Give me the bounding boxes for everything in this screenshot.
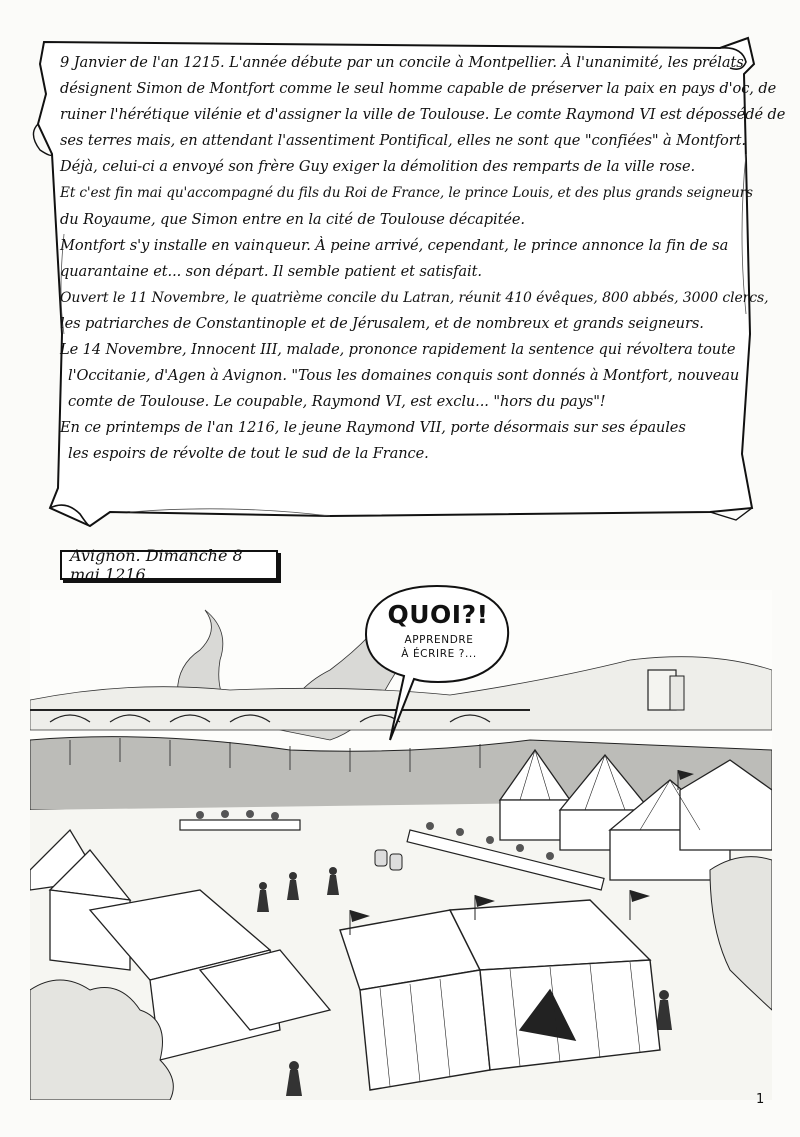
narration-line: l'Occitanie, d'Agen à Avignon. "Tous les domaines conquis sont donnés à Montfort, nouveau	[68, 367, 740, 385]
narration-line: Déjà, celui-ci a envoyé son frère Guy exiger la démolition des remparts de la ville rose.	[60, 158, 696, 176]
narration-line: comte de Toulouse. Le coupable, Raymond VI, est exclu... "hors du pays"!	[68, 393, 606, 411]
narration-line: En ce printemps de l'an 1216, le jeune Raymond VII, porte désormais sur ses épaules	[60, 419, 686, 437]
narration-line: les espoirs de révolte de tout le sud de la France.	[68, 445, 429, 463]
balloon-shout: QUOI?!	[387, 600, 489, 629]
narration-line: ruiner l'hérétique vilénie et d'assigner la ville de Toulouse. Le comte Raymond VI est dépossédé de	[60, 106, 786, 124]
distant-tower	[648, 670, 684, 710]
balloon-line-2: À ÉCRIRE ?...	[401, 648, 477, 660]
narration-line: quarantaine et... son départ. Il semble patient et satisfait.	[60, 262, 482, 280]
speech-balloon	[362, 582, 512, 686]
narration-line: ses terres mais, en attendant l'assentiment Pontifical, elles ne sont que "confiées" à Montfort.	[60, 132, 746, 150]
narration-line: du Royaume, que Simon entre en la cité de Toulouse décapitée.	[60, 210, 525, 228]
narration-line: Montfort s'y installe en vainqueur. À peine arrivé, cependant, le prince annonce la fin de sa	[60, 236, 729, 254]
narration-line: 9 Janvier de l'an 1215. L'année débute par un concile à Montpellier. À l'unanimité, les prélats	[60, 54, 744, 71]
narration-line: désignent Simon de Montfort comme le seul homme capable de préserver la paix en pays d'oc, de	[60, 80, 777, 98]
narration-line: les patriarches de Constantinople et de Jérusalem, et de nombreux et grands seigneurs.	[60, 314, 704, 332]
narration-line: Ouvert le 11 Novembre, le quatrième concile du Latran, réunit 410 évêques, 800 abbés, 3000 clercs,	[60, 289, 769, 306]
page-number: 1	[756, 1092, 765, 1107]
location-caption	[60, 546, 278, 584]
location-caption-text: Avignon. Dimanche 8 mai 1216.	[70, 546, 243, 584]
narration-line: Le 14 Novembre, Innocent III, malade, prononce rapidement la sentence qui révoltera toute	[60, 341, 736, 359]
narration-text	[60, 50, 786, 468]
narration-line: Et c'est fin mai qu'accompagné du fils du Roi de France, le prince Louis, et des plus grands seigneurs	[60, 185, 753, 202]
balloon-line-1: APPRENDRE	[404, 634, 474, 646]
